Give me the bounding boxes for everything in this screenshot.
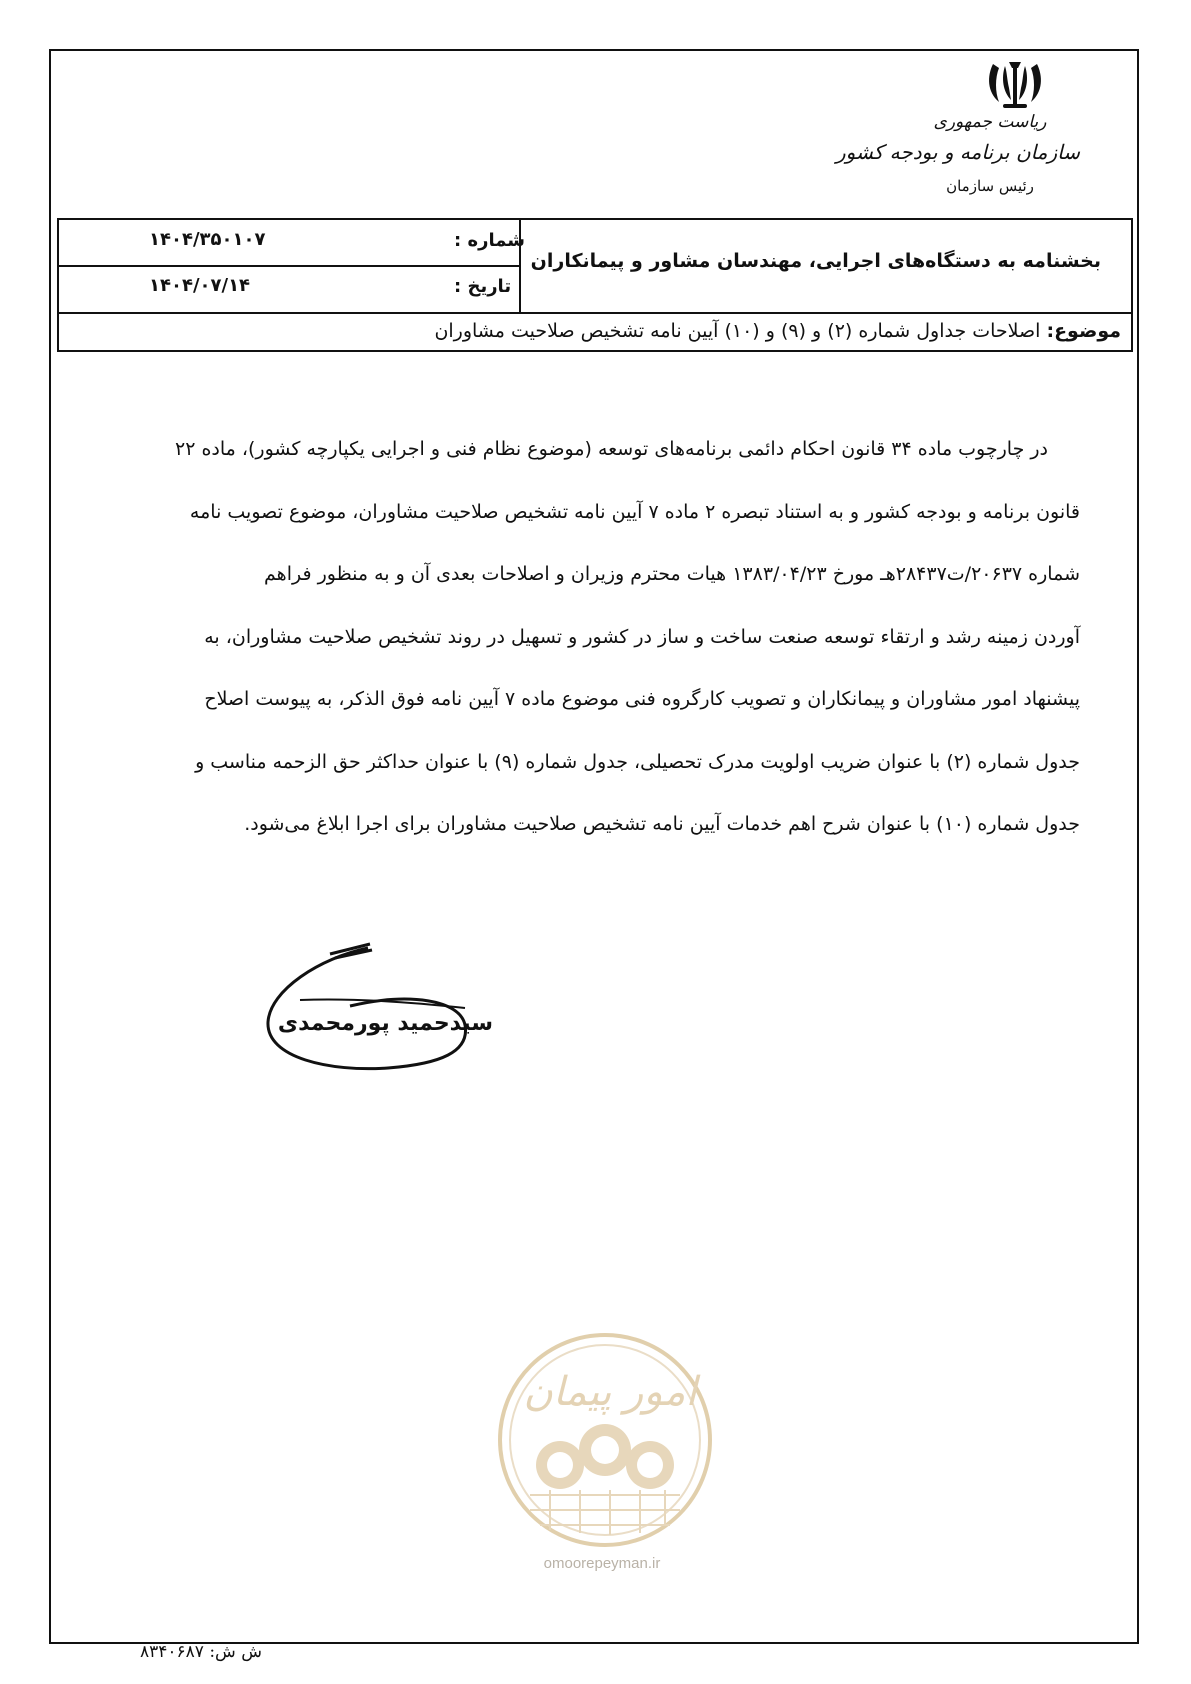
subject-text: اصلاحات جداول شماره (۲) و (۹) و (۱۰) آیین نامه تشخیص صلاحیت مشاوران bbox=[434, 320, 1047, 342]
stamp-text: امور پیمان bbox=[523, 1369, 697, 1415]
iran-emblem-icon bbox=[985, 58, 1045, 112]
footer-value: ۸۳۴۰۶۸۷ bbox=[140, 1642, 204, 1662]
letterhead-presidency: ریاست جمهوری bbox=[933, 112, 1047, 132]
subject-label: موضوع: bbox=[1046, 320, 1121, 342]
date-label: تاریخ : bbox=[454, 276, 512, 297]
body-line: پیشنهاد امور مشاوران و پیمانکاران و تصویب کارگروه فنی موضوع ماده ۷ آیین نامه فوق الذکر، به پیوست اصلاح bbox=[204, 688, 1080, 710]
organization-stamp-icon bbox=[490, 1325, 720, 1555]
header-table bbox=[57, 218, 1133, 352]
recipient-text: بخشنامه به دستگاه‌های اجرایی، مهندسان مشاور و پیمانکاران bbox=[530, 250, 1101, 272]
body-line: در چارچوب ماده ۳۴ قانون احکام دائمی برنامه‌های توسعه (موضوع نظام فنی و اجرایی یکپارچه کشور)، ماده ۲۲ bbox=[175, 438, 1048, 460]
number-label: شماره : bbox=[454, 230, 525, 251]
body-line: آوردن زمینه رشد و ارتقاء توسعه صنعت ساخت و ساز در کشور و تسهیل در روند تشخیص صلاحیت مشاوران، به bbox=[204, 625, 1080, 648]
signatory-name: سیدحمید پورمحمدی bbox=[277, 1011, 493, 1036]
body-line: قانون برنامه و بودجه کشور و به استناد تبصره ۲ ماده ۷ آیین نامه تشخیص صلاحیت مشاوران، موضوع تصویب نامه bbox=[189, 500, 1080, 523]
table-divider bbox=[59, 312, 1131, 314]
body-line: شماره ۲۰۶۳۷/ت۲۸۴۳۷هـ مورخ ۱۳۸۳/۰۴/۲۳ هیات محترم وزیران و اصلاحات بعدی آن و به منظور فراهم bbox=[264, 563, 1080, 585]
number-value: ۱۴۰۴/۳۵۰۱۰۷ bbox=[149, 229, 266, 250]
letterhead-position: رئیس سازمان bbox=[946, 177, 1034, 195]
table-divider bbox=[59, 265, 519, 267]
footer-reference bbox=[140, 1642, 262, 1662]
body-line: جدول شماره (۲) با عنوان ضریب اولویت مدرک تحصیلی، جدول شماره (۹) با عنوان حداکثر حق الزحمه مناسب و bbox=[195, 750, 1080, 773]
letterhead-organization: سازمان برنامه و بودجه کشور bbox=[835, 140, 1080, 164]
body-line: جدول شماره (۱۰) با عنوان شرح اهم خدمات آیین نامه تشخیص صلاحیت مشاوران برای اجرا ابلاغ می‌شود. bbox=[244, 813, 1080, 835]
subject-line bbox=[434, 320, 1121, 342]
footer-label: ش ش: bbox=[209, 1642, 262, 1662]
date-value: ۱۴۰۴/۰۷/۱۴ bbox=[149, 275, 251, 296]
body-paragraph bbox=[112, 418, 1080, 856]
stamp-url: omoorepeyman.ir bbox=[543, 1555, 661, 1572]
